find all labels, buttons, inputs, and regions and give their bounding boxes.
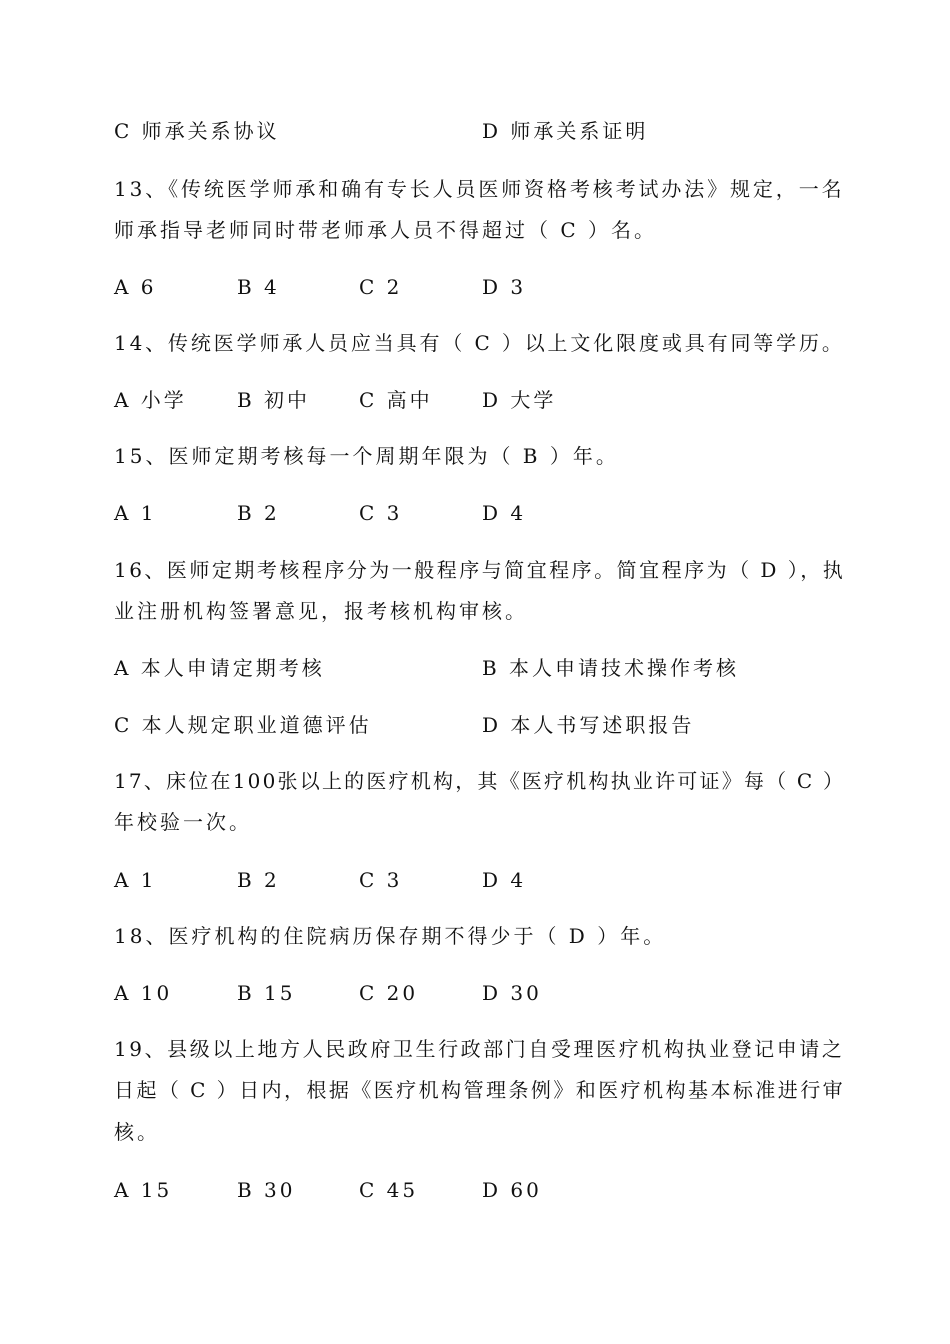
q19-option-c: C 45 bbox=[359, 1178, 419, 1202]
q15-option-d: D 4 bbox=[482, 501, 527, 525]
q14-text-line-1: 14、传统医学师承人员应当具有（ C ）以上文化限度或具有同等学历。 bbox=[114, 331, 845, 355]
q16-option-a: A 本人申请定期考核 bbox=[114, 656, 325, 680]
q19-option-b: B 30 bbox=[237, 1178, 296, 1202]
q14-option-c: C 高中 bbox=[359, 388, 433, 412]
q14-option-a: A 小学 bbox=[114, 388, 187, 412]
q16-text-line-2: 业注册机构签署意见，报考核机构审核。 bbox=[114, 599, 528, 623]
q18-option-a: A 10 bbox=[114, 981, 173, 1005]
q17-option-c: C 3 bbox=[359, 868, 403, 892]
q16-text-line-1: 16、医师定期考核程序分为一般程序与简宜程序。简宜程序为（ D ），执 bbox=[114, 558, 846, 582]
q18-options bbox=[114, 979, 844, 1007]
q15-option-b: B 2 bbox=[237, 501, 280, 525]
q13-option-a: A 6 bbox=[114, 275, 157, 299]
q13-text-line-2: 师承指导老师同时带老师承人员不得超过（ C ）名。 bbox=[114, 218, 658, 242]
q18-option-d: D 30 bbox=[482, 981, 542, 1005]
q18-option-c: C 20 bbox=[359, 981, 419, 1005]
q14-options bbox=[114, 386, 844, 414]
q17-option-b: B 2 bbox=[237, 868, 280, 892]
q13-option-b: B 4 bbox=[237, 275, 280, 299]
q12-options bbox=[114, 117, 844, 145]
q17-option-a: A 1 bbox=[114, 868, 157, 892]
q17-option-d: D 4 bbox=[482, 868, 527, 892]
q19-text-line-2: 日起（ C ）日内，根据《医疗机构管理条例》和医疗机构基本标准进行审 bbox=[114, 1078, 846, 1102]
q12-option-d: D 师承关系证明 bbox=[482, 119, 649, 143]
q15-options bbox=[114, 499, 844, 527]
q13-text-line-1: 13、《传统医学师承和确有专长人员医师资格考核考试办法》规定，一名 bbox=[114, 177, 845, 201]
q15-option-c: C 3 bbox=[359, 501, 403, 525]
q17-text-line-1: 17、床位在100张以上的医疗机构，其《医疗机构执业许可证》每（ C ） bbox=[114, 769, 846, 793]
q16-options-row-1 bbox=[114, 654, 844, 682]
q16-option-c: C 本人规定职业道德评估 bbox=[114, 713, 372, 737]
q14-option-b: B 初中 bbox=[237, 388, 311, 412]
q17-text-line-2: 年校验一次。 bbox=[114, 810, 252, 834]
q16-option-b: B 本人申请技术操作考核 bbox=[482, 656, 740, 680]
q19-option-a: A 15 bbox=[114, 1178, 173, 1202]
q17-options bbox=[114, 866, 844, 894]
q15-text-line-1: 15、医师定期考核每一个周期年限为（ B ）年。 bbox=[114, 444, 619, 468]
q15-option-a: A 1 bbox=[114, 501, 157, 525]
q13-option-c: C 2 bbox=[359, 275, 403, 299]
q12-option-c: C 师承关系协议 bbox=[114, 119, 280, 143]
q13-options bbox=[114, 273, 844, 301]
q18-option-b: B 15 bbox=[237, 981, 296, 1005]
q18-text-line-1: 18、医疗机构的住院病历保存期不得少于（ D ）年。 bbox=[114, 924, 667, 948]
q16-options-row-2 bbox=[114, 711, 844, 739]
q13-option-d: D 3 bbox=[482, 275, 527, 299]
q19-options bbox=[114, 1176, 844, 1204]
q19-text-line-1: 19、县级以上地方人民政府卫生行政部门自受理医疗机构执业登记申请之 bbox=[114, 1037, 845, 1061]
q19-option-d: D 60 bbox=[482, 1178, 542, 1202]
q16-option-d: D 本人书写述职报告 bbox=[482, 713, 695, 737]
q19-text-line-3: 核。 bbox=[114, 1120, 160, 1144]
q14-option-d: D 大学 bbox=[482, 388, 557, 412]
